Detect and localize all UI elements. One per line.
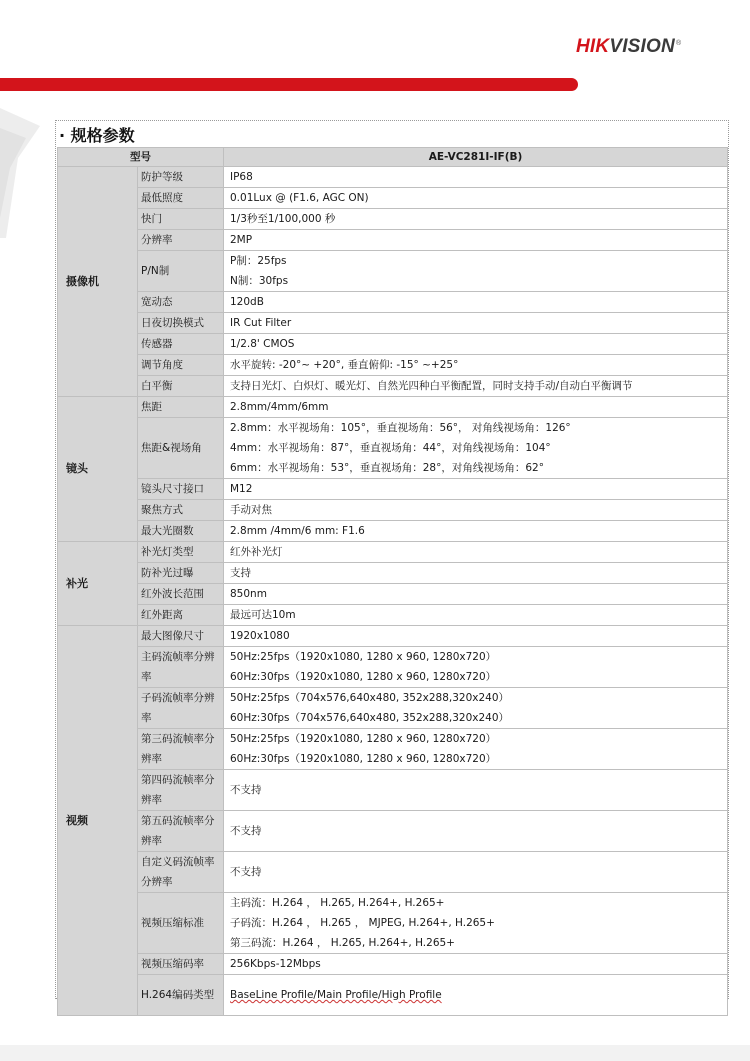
- spec-value-line: 50Hz:25fps（704x576,640x480, 352x288,320x240）: [230, 692, 510, 704]
- spec-value-line: 2.8mm：水平视场角：105°，垂直视场角：56°， 对角线视场角：126°: [230, 422, 571, 434]
- spec-value: [224, 584, 728, 605]
- spec-value-line: 最远可达10m: [230, 609, 296, 621]
- spec-value: [224, 770, 728, 811]
- table-row: [58, 313, 728, 334]
- table-header-row: [58, 148, 728, 167]
- table-row: [58, 605, 728, 626]
- table-row: [58, 647, 728, 688]
- spec-table: [57, 147, 728, 1016]
- spec-value-line: IP68: [230, 171, 253, 183]
- spec-value: [224, 811, 728, 852]
- table-row: [58, 893, 728, 954]
- spec-value-line: 4mm：水平视场角：87°，垂直视场角：44°，对角线视场角：104°: [230, 442, 551, 454]
- table-row: [58, 584, 728, 605]
- spec-label: 焦距: [138, 397, 224, 418]
- spec-value: [224, 167, 728, 188]
- spec-value: [224, 292, 728, 313]
- category-cell: 视频: [58, 626, 138, 1016]
- spec-label: 最低照度: [138, 188, 224, 209]
- spec-label: 白平衡: [138, 376, 224, 397]
- spec-label: 补光灯类型: [138, 542, 224, 563]
- spec-value-line: 120dB: [230, 296, 264, 308]
- spec-label: 第三码流帧率分辨率: [138, 729, 224, 770]
- spec-label: 最大光圈数: [138, 521, 224, 542]
- table-row: [58, 188, 728, 209]
- table-row: [58, 292, 728, 313]
- spec-value-line: 不支持: [230, 866, 262, 878]
- spec-label: 视频压缩标准: [138, 893, 224, 954]
- spec-label: 主码流帧率分辨率: [138, 647, 224, 688]
- table-row: [58, 729, 728, 770]
- spec-label: 调节角度: [138, 355, 224, 376]
- spec-value-line: P制：25fps: [230, 255, 287, 267]
- table-row: [58, 230, 728, 251]
- table-row: [58, 397, 728, 418]
- spec-value-line: 不支持: [230, 784, 262, 796]
- spec-label: P/N制: [138, 251, 224, 292]
- spec-value-line: 2MP: [230, 234, 253, 246]
- spec-value-line: 2.8mm/4mm/6mm: [230, 401, 329, 413]
- spec-label: 传感器: [138, 334, 224, 355]
- spec-value-line: M12: [230, 483, 253, 495]
- spec-value-line: 主码流：H.264 ， H.265, H.264+, H.265+: [230, 897, 445, 909]
- spec-value: [224, 626, 728, 647]
- spec-value: [224, 605, 728, 626]
- spec-value: [224, 975, 728, 1016]
- category-cell: 镜头: [58, 397, 138, 542]
- table-row: [58, 954, 728, 975]
- spec-value: [224, 355, 728, 376]
- page-bottom-band: [0, 1045, 750, 1061]
- table-row: [58, 770, 728, 811]
- spec-value-line: 60Hz:30fps（1920x1080, 1280 x 960, 1280x720）: [230, 671, 497, 683]
- table-row: [58, 355, 728, 376]
- spec-label: 红外距离: [138, 605, 224, 626]
- spec-label: 最大图像尺寸: [138, 626, 224, 647]
- spec-value-line: 2.8mm /4mm/6 mm: F1.6: [230, 525, 365, 537]
- spec-value-line: 支持: [230, 567, 251, 579]
- table-row: [58, 500, 728, 521]
- spec-value-line: 50Hz:25fps（1920x1080, 1280 x 960, 1280x720）: [230, 651, 497, 663]
- spec-value-line: 支持日光灯、白炽灯、暖光灯、自然光四种白平衡配置，同时支持手动/自动白平衡调节: [230, 380, 633, 392]
- spec-value-line: N制：30fps: [230, 275, 289, 287]
- table-row: [58, 975, 728, 1016]
- spec-label: 自定义码流帧率分辨率: [138, 852, 224, 893]
- spec-label: 宽动态: [138, 292, 224, 313]
- spec-value-line: IR Cut Filter: [230, 317, 292, 329]
- table-row: [58, 688, 728, 729]
- spec-value-line: 60Hz:30fps（704x576,640x480, 352x288,320x240）: [230, 712, 510, 724]
- spec-label: 日夜切换模式: [138, 313, 224, 334]
- spec-table-body: [58, 148, 728, 1016]
- spec-value: [224, 418, 728, 479]
- spec-value-line: 子码流：H.264 ， H.265 ， MJPEG, H.264+, H.265+: [230, 917, 495, 929]
- spec-value-line: 256Kbps-12Mbps: [230, 958, 321, 970]
- spec-value: [224, 479, 728, 500]
- spec-value: [224, 688, 728, 729]
- table-row: [58, 418, 728, 479]
- hikvision-logo: HIKVISION®: [576, 36, 682, 57]
- table-row: [58, 852, 728, 893]
- spec-value-line: 1920x1080: [230, 630, 290, 642]
- table-row: [58, 542, 728, 563]
- spec-value-line: 不支持: [230, 825, 262, 837]
- spec-value: [224, 500, 728, 521]
- spec-value-line: 850nm: [230, 588, 267, 600]
- spec-value: [224, 893, 728, 954]
- spec-label: 镜头尺寸接口: [138, 479, 224, 500]
- table-row: [58, 479, 728, 500]
- table-row: [58, 376, 728, 397]
- table-row: [58, 811, 728, 852]
- decorative-swoosh: [0, 98, 60, 238]
- spec-label: 防补光过曝: [138, 563, 224, 584]
- spec-value-line: 1/3秒至1/100,000 秒: [230, 213, 336, 225]
- spec-value: [224, 376, 728, 397]
- spec-value-line: BaseLine Profile/Main Profile/High Profile: [230, 989, 442, 1001]
- spec-value-line: 0.01Lux @ (F1.6, AGC ON): [230, 192, 369, 204]
- brand-red-bar: [0, 78, 578, 91]
- spec-label: 第五码流帧率分辨率: [138, 811, 224, 852]
- spec-label: 分辨率: [138, 230, 224, 251]
- table-row: [58, 209, 728, 230]
- spec-label: 聚焦方式: [138, 500, 224, 521]
- table-row: [58, 626, 728, 647]
- spec-value: [224, 852, 728, 893]
- spec-label: H.264编码类型: [138, 975, 224, 1016]
- table-row: [58, 167, 728, 188]
- spec-value-line: 第三码流：H.264 ， H.265, H.264+, H.265+: [230, 937, 455, 949]
- spec-label: 红外波长范围: [138, 584, 224, 605]
- spec-label: 视频压缩码率: [138, 954, 224, 975]
- spec-label: 快门: [138, 209, 224, 230]
- spec-value: [224, 397, 728, 418]
- table-row: [58, 563, 728, 584]
- table-row: [58, 521, 728, 542]
- header-model-label: 型号: [58, 148, 224, 167]
- spec-value-line: 红外补光灯: [230, 546, 283, 558]
- spec-value-line: 50Hz:25fps（1920x1080, 1280 x 960, 1280x720）: [230, 733, 497, 745]
- spec-value-line: 6mm：水平视场角：53°，垂直视场角：28°，对角线视场角：62°: [230, 462, 544, 474]
- spec-value: [224, 313, 728, 334]
- spec-value-line: 1/2.8' CMOS: [230, 338, 295, 350]
- spec-value: [224, 251, 728, 292]
- category-cell: 补光: [58, 542, 138, 626]
- spec-label: 子码流帧率分辨率: [138, 688, 224, 729]
- spec-value: [224, 647, 728, 688]
- spec-label: 焦距&视场角: [138, 418, 224, 479]
- spec-value: [224, 954, 728, 975]
- spec-value: [224, 209, 728, 230]
- spec-value-line: 60Hz:30fps（1920x1080, 1280 x 960, 1280x720）: [230, 753, 497, 765]
- spec-value-line: 水平旋转: -20°~ +20°, 垂直俯仰: -15° ~+25°: [230, 359, 459, 371]
- spec-label: 第四码流帧率分辨率: [138, 770, 224, 811]
- table-row: [58, 251, 728, 292]
- table-row: [58, 334, 728, 355]
- spec-value: [224, 729, 728, 770]
- spec-value-line: 手动对焦: [230, 504, 272, 516]
- spec-value: [224, 230, 728, 251]
- category-cell: 摄像机: [58, 167, 138, 397]
- spec-value: [224, 188, 728, 209]
- spec-value: [224, 334, 728, 355]
- spec-value: [224, 542, 728, 563]
- spec-value: [224, 521, 728, 542]
- spec-value: [224, 563, 728, 584]
- section-title: · 规格参数: [59, 126, 135, 145]
- spec-label: 防护等级: [138, 167, 224, 188]
- header-model-value: AE-VC281I-IF(B): [224, 148, 728, 167]
